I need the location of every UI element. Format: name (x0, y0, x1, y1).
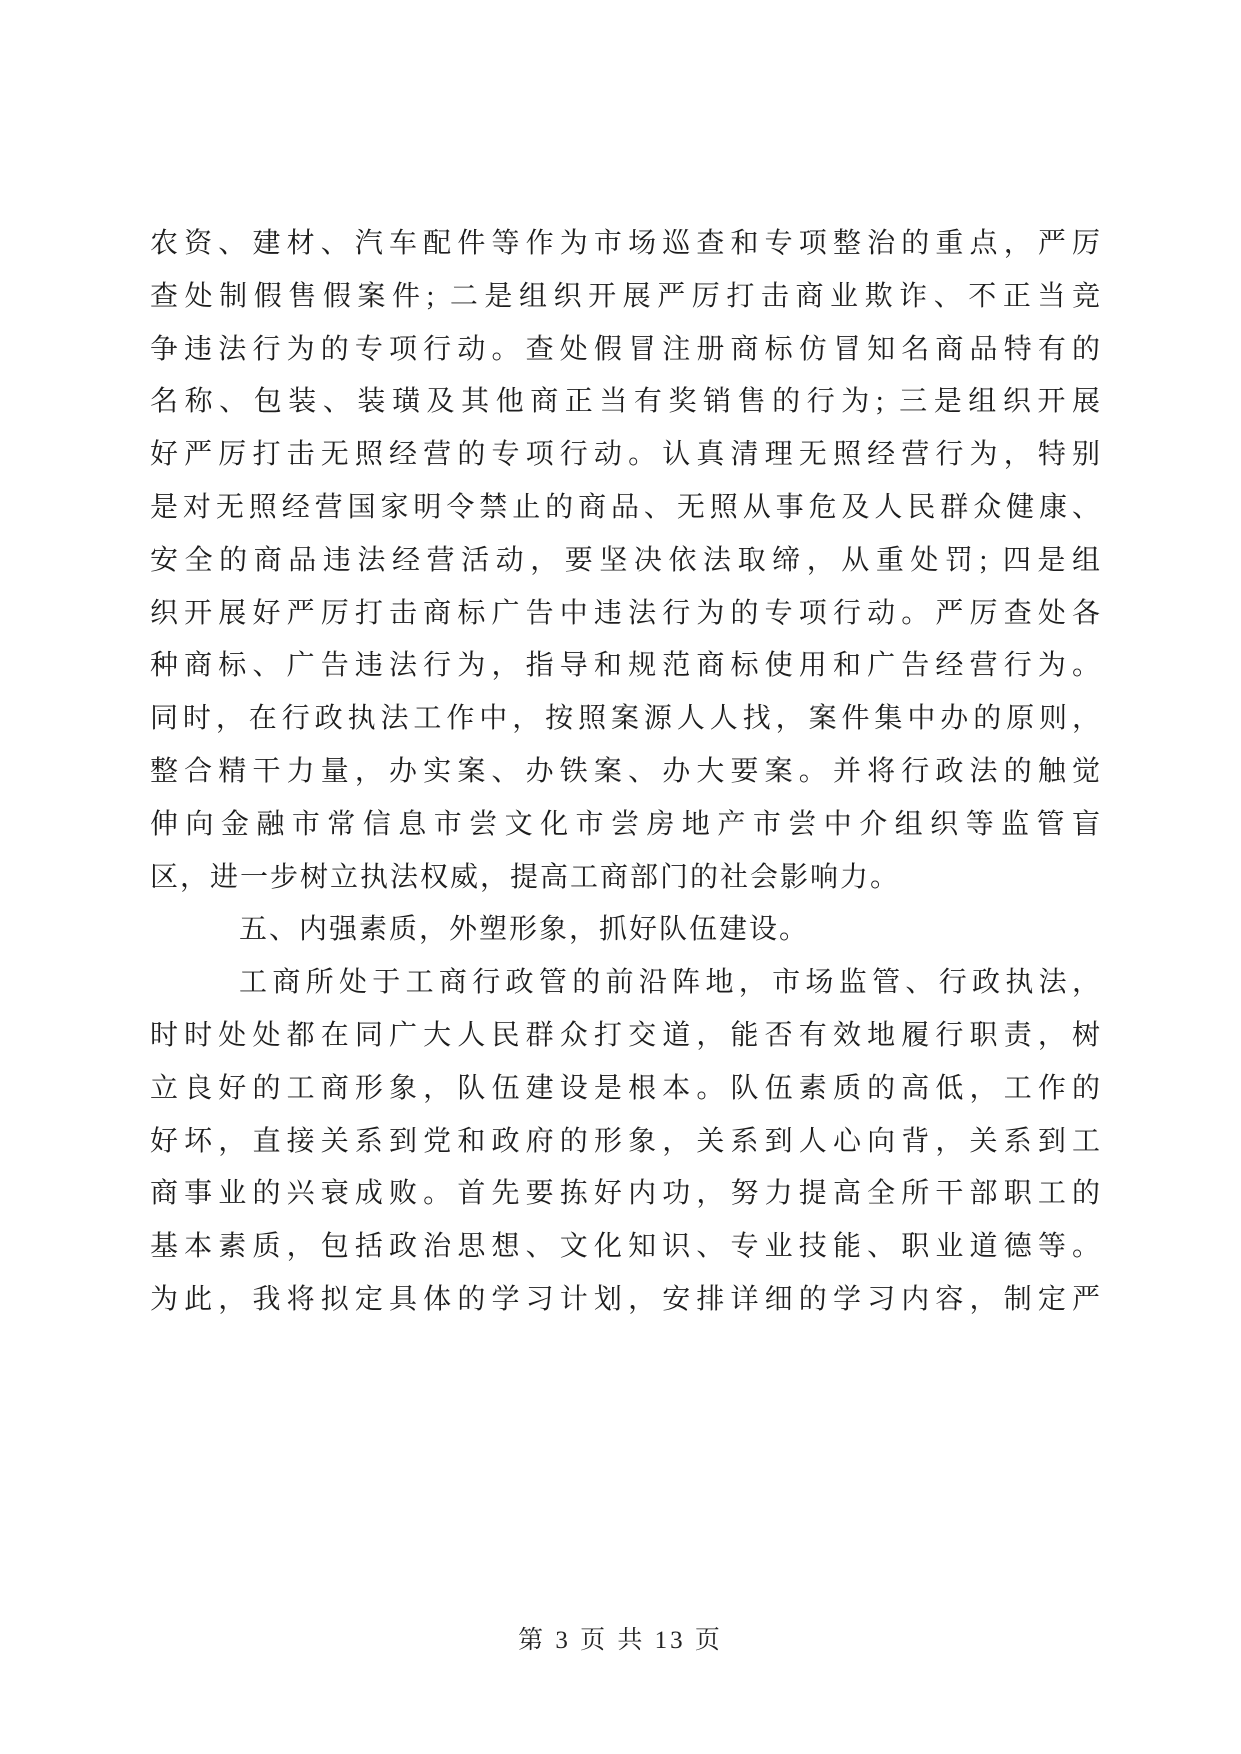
text-line: 好严厉打击无照经营的专项行动。认真清理无照经营行为，特别 (150, 439, 1102, 471)
page-footer: 第 3 页 共 13 页 (518, 1627, 723, 1654)
text-line: 争违法行为的专项行动。查处假冒注册商标仿冒知名商品特有的 (150, 333, 1102, 365)
section-heading-line: 五、内强素质，外塑形象，抓好队伍建设。 (239, 914, 810, 946)
text-line: 好坏，直接关系到党和政府的形象，关系到人心向背，关系到工 (150, 1125, 1102, 1157)
text-line: 为此，我将拟定具体的学习计划，安排详细的学习内容，制定严 (150, 1283, 1102, 1315)
text-line: 整合精干力量，办实案、办铁案、办大要案。并将行政法的触觉 (150, 755, 1102, 787)
text-line: 工商所处于工商行政管的前沿阵地，市场监管、行政执法， (239, 967, 1102, 999)
text-line: 织开展好严厉打击商标广告中违法行为的专项行动。严厉查处各 (150, 597, 1102, 629)
text-line: 区，进一步树立执法权威，提高工商部门的社会影响力。 (150, 861, 901, 893)
text-line: 基本素质，包括政治思想、文化知识、专业技能、职业道德等。 (150, 1231, 1102, 1263)
text-line: 伸向金融市常信息市尝文化市尝房地产市尝中介组织等监管盲 (150, 808, 1102, 840)
text-line: 查处制假售假案件; 二是组织开展严厉打击商业欺诈、不正当竞 (150, 280, 1102, 312)
text-line: 农资、建材、汽车配件等作为市场巡查和专项整治的重点，严厉 (150, 228, 1102, 259)
text-line: 时时处处都在同广大人民群众打交道，能否有效地履行职责，树 (150, 1019, 1102, 1051)
body-text (150, 218, 1102, 1327)
text-line: 种商标、广告违法行为，指导和规范商标使用和广告经营行为。 (150, 650, 1102, 682)
text-line: 名称、包装、装璜及其他商正当有奖销售的行为; 三是组织开展 (150, 386, 1102, 418)
text-line: 商事业的兴衰成败。首先要拣好内功，努力提高全所干部职工的 (150, 1178, 1102, 1210)
text-line: 同时，在行政执法工作中，按照案源人人找，案件集中办的原则， (150, 703, 1102, 735)
text-line: 安全的商品违法经营活动，要坚决依法取缔，从重处罚; 四是组 (150, 544, 1102, 576)
text-line: 立良好的工商形象，队伍建设是根本。队伍素质的高低，工作的 (150, 1072, 1102, 1104)
text-line: 是对无照经营国家明令禁止的商品、无照从事危及人民群众健康、 (150, 491, 1102, 523)
